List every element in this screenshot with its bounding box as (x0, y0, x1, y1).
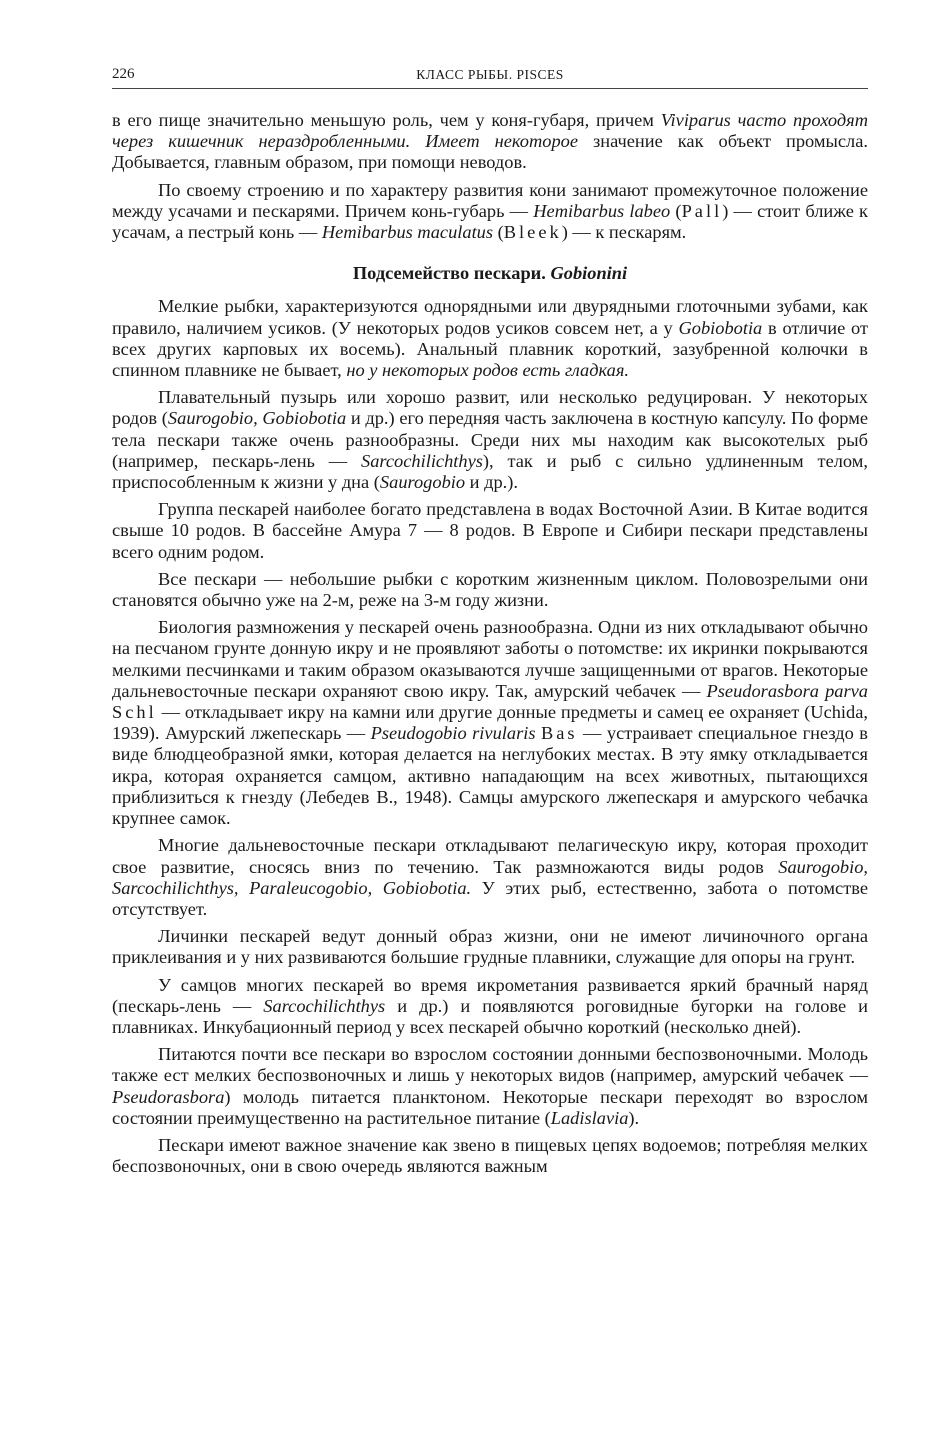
running-header (112, 64, 868, 89)
paragraph-4 (112, 387, 868, 493)
genus-name: Sarcochilichthys (263, 995, 386, 1016)
genus-name: Saurogobio, Sarcochilichthys, Paraleucogobio, Gobiobotia. (112, 856, 868, 898)
text-run: значение как объект промысла. Добывается, главным образом, при помощи неводов. (112, 131, 868, 173)
italic-run: Viviparus часто проходят через кишечник нераздробленными. Имеет некоторое (112, 110, 868, 152)
text-run: в его пище значительно меньшую роль, чем у коня-губаря, причем (112, 110, 661, 130)
text-run: — откладывает икру на камни или другие донные предметы и самец ее охраняет (Uchida, 1939). Амурский лжепескарь — (112, 702, 868, 744)
text-run: Мелкие рыбки, характеризуются однорядными или двурядными глоточными зубами, как правило, наличием усиков. (У некоторых родов усиков совсем нет, а у (112, 296, 868, 338)
text-body (112, 110, 868, 1183)
author-name: Bleek (503, 222, 562, 243)
text-run: ) — стоит ближе к усачам, а пестрый конь — (112, 200, 868, 243)
genus-name: Gobiobotia (678, 317, 763, 338)
page-number: 226 (112, 66, 135, 82)
paragraph-3 (112, 296, 868, 381)
genus-name: Pseudorasbora (112, 1086, 225, 1107)
text-run: Многие дальневосточные пескари откладывают пелагическую икру, которая проходит свое развитие, сносясь вниз по течению. Так размножаются виды родов (112, 835, 868, 877)
text-run: Пескари имеют важное значение как звено в пищевых цепях водоемов; потребляя мелких беспозвоночных, они в свою очередь являются важным (112, 1134, 868, 1177)
genus-name: Sarcochilichthys (361, 450, 483, 471)
text-run: Личинки пескарей ведут донный образ жизни, они не имеют личиночного органа приклеивания и у них развиваются большие грудные плавники, служащие для опоры на грунт. (112, 926, 868, 968)
text-run: ( (493, 222, 504, 243)
text-run: Все пескари — небольшие рыбки с коротким жизненным циклом. Половозрелыми они становятся обычно уже на 2-м, реже на 3-м году жизни. (112, 568, 868, 611)
paragraph-9 (112, 926, 868, 968)
species-name: Pseudogobio rivularis (370, 723, 536, 744)
text-run: в отличие от всех других карповых их восемь). Анальный плавник короткий, зазубренной колючки в спинном плавнике не бывает, (112, 317, 868, 381)
text-run: ) молодь питается планктоном. Некоторые пескари переходят во взрослом состоянии преимущественно на растительное питание ( (112, 1086, 868, 1128)
heading-text: Подсемейство пескари. (352, 263, 551, 284)
running-title: КЛАСС РЫБЫ. PISCES (416, 67, 564, 82)
text-run: Плавательный пузырь или хорошо развит, или несколько редуцирован. У некоторых родов ( (112, 387, 868, 429)
genus-name: Saurogobio, Gobiobotia (167, 408, 347, 429)
text-run: ) — к пескарям. (561, 222, 687, 243)
text-run: ). (628, 1107, 640, 1128)
text-run: У самцов многих пескарей во время икрометания развивается яркий брачный наряд (пескарь-лень — (112, 974, 868, 1016)
text-run: ), так и рыб с сильно удлиненным телом, приспособленным к жизни у дна ( (112, 450, 868, 493)
text-run: У этих рыб, естественно, забота о потомстве отсутствует. (112, 877, 868, 919)
genus-name: Saurogobio (379, 472, 466, 493)
text-run: и др.). (465, 472, 518, 493)
text-run: ( (670, 200, 682, 221)
paragraph-1 (112, 110, 868, 174)
text-run: Группа пескарей наиболее богато представлена в водах Восточной Азии. В Китае водится свыше 10 родов. В бассейне Амура 7 — 8 родов. В Европе и Сибири пескари представлены всего одним родом. (112, 499, 868, 562)
text-run: По своему строению и по характеру развития кони занимают промежуточное положение между усачами и пескарями. Причем конь-губарь — (112, 179, 868, 221)
paragraph-7 (112, 617, 868, 829)
paragraph-10 (112, 975, 868, 1039)
italic-run: но у некоторых родов есть гладкая. (346, 360, 629, 381)
text-run: — устраивает специальное гнездо в виде блюдцеобразной ямки, которая делается на неглубоких местах. В эту ямку откладывается икра, которая охраняется самцом, активно нападающим на всех животных, пытающихся приблизиться к гнезду (Лебедев В., 1948). Самцы амурского лжепескаря и амурского чебачка крупнее самок. (112, 723, 868, 829)
text-run: Биология размножения у пескарей очень разнообразна. Одни из них откладывают обычно на песчаном грунте донную икру и не проявляют заботы о потомстве: их икринки покрываются мелкими песчинками и таким образом оказываются лучше защищенными от врагов. Некоторые дальневосточные пескари охраняют свою икру. Так, амурский чебачек — (112, 617, 868, 701)
paragraph-6 (112, 569, 868, 611)
author-name: Schl (112, 702, 157, 723)
paragraph-11 (112, 1044, 868, 1129)
paragraph-12 (112, 1135, 868, 1177)
paragraph-5 (112, 499, 868, 563)
paragraph-2 (112, 180, 868, 244)
heading-taxon: Gobionini (550, 263, 628, 284)
species-name: Hemibarbus labeo (533, 200, 671, 221)
species-name: Pseudorasbora parva (706, 680, 868, 701)
author-name: Bas (540, 723, 578, 744)
author-name: Pall (681, 200, 723, 221)
text-run: и др.) его передняя часть заключена в костную капсулу. По форме тела пескари также очень разнообразны. Среди них мы находим как высокотелых рыб (например, пескарь-лень — (112, 408, 868, 471)
species-name: Hemibarbus maculatus (321, 222, 494, 243)
paragraph-8 (112, 835, 868, 920)
text-run: Питаются почти все пескари во взрослом состоянии донными беспозвоночными. Молодь также ест мелких беспозвоночных и лишь у некоторых видов (например, амурский чебачек — (112, 1044, 868, 1086)
section-heading (112, 263, 868, 284)
text-run: и др.) и появляются роговидные бугорки на голове и плавниках. Инкубационный период у всех пескарей обычно короткий (несколько дней). (112, 995, 869, 1037)
genus-name: Ladislavia (550, 1107, 629, 1128)
